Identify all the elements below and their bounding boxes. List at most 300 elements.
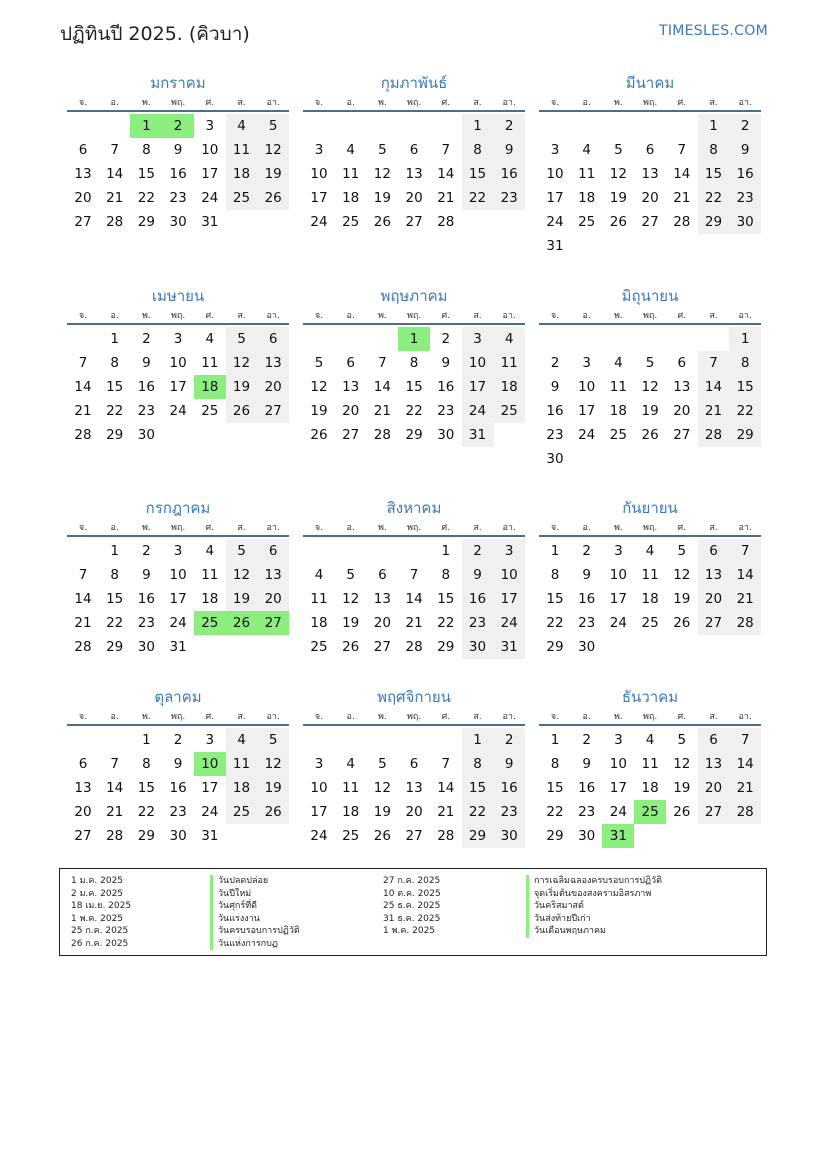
site-link[interactable]: TIMESLES.COM xyxy=(659,23,768,39)
month-name: พฤษภาคม xyxy=(380,287,448,305)
weekday-label: ส. xyxy=(709,311,718,321)
day-cell: 1 xyxy=(550,543,560,559)
day-cell: 12 xyxy=(342,591,360,607)
day-cell: 30 xyxy=(437,427,455,443)
day-cell: 12 xyxy=(226,563,258,587)
day-cell: 16 xyxy=(493,162,525,186)
legend-holiday-name: วันส่งท้ายปีเก่า xyxy=(526,913,662,926)
day-cell: 22 xyxy=(729,399,761,423)
day-cell: 2 xyxy=(729,114,761,138)
day-cell: 16 xyxy=(137,591,155,607)
day-cell: 12 xyxy=(673,567,691,583)
day-cell: 14 xyxy=(373,379,391,395)
day-cell: 1 xyxy=(698,114,730,138)
day-cell: 2 xyxy=(441,331,451,347)
weekday-label: ศ. xyxy=(677,98,687,108)
day-cell: 1 xyxy=(462,114,494,138)
weekday-label: จ. xyxy=(550,712,560,722)
holiday-day-cell: 1 xyxy=(130,114,162,138)
weekday-label: จ. xyxy=(78,712,88,722)
day-cell: 6 xyxy=(378,567,387,583)
legend-date: 31 ธ.ค. 2025 xyxy=(383,913,441,924)
day-cell: 19 xyxy=(641,403,659,419)
day-cell: 19 xyxy=(673,780,691,796)
day-cell: 23 xyxy=(169,804,187,820)
day-cell: 9 xyxy=(729,138,761,162)
day-cell: 26 xyxy=(257,800,289,824)
day-cell: 20 xyxy=(373,615,391,631)
page-title: ปฏิทินปี 2025. (คิวบา) xyxy=(60,23,250,45)
day-cell: 22 xyxy=(462,186,494,210)
day-cell: 26 xyxy=(226,399,258,423)
day-cell: 20 xyxy=(74,190,92,206)
day-cell: 20 xyxy=(698,776,730,800)
weekday-label: ส. xyxy=(237,712,246,722)
weekday-label: อา. xyxy=(266,523,280,533)
day-cell: 14 xyxy=(437,166,455,182)
day-cell: 3 xyxy=(314,756,324,772)
weekday-label: อา. xyxy=(266,712,280,722)
day-cell: 18 xyxy=(342,190,360,206)
day-cell: 11 xyxy=(342,166,360,182)
weekday-label: จ. xyxy=(78,523,88,533)
day-cell: 21 xyxy=(74,615,92,631)
month-3 xyxy=(539,70,761,258)
day-cell: 30 xyxy=(169,828,187,844)
day-cell: 15 xyxy=(106,379,124,395)
legend-holiday-name: วันปีใหม่ xyxy=(210,888,300,901)
weekday-label: พฤ. xyxy=(642,712,658,722)
weekday-label: พ. xyxy=(141,98,151,108)
weekday-label: อา. xyxy=(502,523,516,533)
weekday-label: จ. xyxy=(314,311,324,321)
day-cell: 13 xyxy=(698,752,730,776)
month-6 xyxy=(539,283,761,471)
day-cell: 31 xyxy=(546,238,564,254)
weekday-header xyxy=(303,710,525,726)
day-cell: 24 xyxy=(609,615,627,631)
day-cell: 27 xyxy=(257,399,289,423)
day-cell: 12 xyxy=(226,351,258,375)
day-cell: 21 xyxy=(405,615,423,631)
day-cell: 21 xyxy=(74,403,92,419)
day-cell: 27 xyxy=(373,639,391,655)
day-cell: 7 xyxy=(441,142,451,158)
day-cell: 5 xyxy=(378,142,387,158)
day-cell: 24 xyxy=(169,615,187,631)
weekday-label: จ. xyxy=(314,712,324,722)
legend-holiday-name: การเฉลิมฉลองครบรอบการปฏิวัติ xyxy=(526,875,662,888)
day-cell: 11 xyxy=(342,780,360,796)
weekday-label: จ. xyxy=(314,523,324,533)
day-cell: 4 xyxy=(614,355,623,371)
day-grid xyxy=(539,114,761,258)
weekday-label: อ. xyxy=(346,311,355,321)
day-cell: 17 xyxy=(546,190,564,206)
day-cell: 14 xyxy=(729,752,761,776)
day-cell: 16 xyxy=(437,379,455,395)
day-cell: 3 xyxy=(550,142,560,158)
day-cell: 26 xyxy=(257,186,289,210)
weekday-header xyxy=(67,521,289,537)
day-cell: 23 xyxy=(493,186,525,210)
weekday-label: พฤ. xyxy=(170,98,186,108)
day-cell: 6 xyxy=(78,142,88,158)
legend-dates-col-1 xyxy=(71,875,131,950)
day-cell: 14 xyxy=(106,166,124,182)
day-cell: 13 xyxy=(257,351,289,375)
day-cell: 28 xyxy=(673,214,691,230)
day-cell: 26 xyxy=(310,427,328,443)
weekday-label: ส. xyxy=(473,712,482,722)
holiday-day-cell: 26 xyxy=(226,611,258,635)
day-cell: 30 xyxy=(137,427,155,443)
day-cell: 15 xyxy=(137,166,155,182)
day-cell: 4 xyxy=(226,114,258,138)
day-cell: 2 xyxy=(173,732,183,748)
weekday-label: อา. xyxy=(738,98,752,108)
weekday-label: ส. xyxy=(709,523,718,533)
month-name: มกราคม xyxy=(150,74,206,92)
day-cell: 23 xyxy=(169,190,187,206)
day-cell: 30 xyxy=(169,214,187,230)
day-cell: 10 xyxy=(310,166,328,182)
day-cell: 19 xyxy=(257,162,289,186)
day-cell: 10 xyxy=(578,379,596,395)
weekday-header xyxy=(539,710,761,726)
day-cell: 20 xyxy=(74,804,92,820)
day-cell: 5 xyxy=(257,114,289,138)
day-cell: 24 xyxy=(201,804,219,820)
day-cell: 14 xyxy=(698,375,730,399)
day-cell: 7 xyxy=(409,567,419,583)
weekday-label: อา. xyxy=(738,523,752,533)
day-cell: 18 xyxy=(641,591,659,607)
day-grid xyxy=(67,327,289,471)
day-cell: 11 xyxy=(201,567,219,583)
month-name: พฤศจิกายน xyxy=(377,688,451,706)
day-cell: 17 xyxy=(493,587,525,611)
day-cell: 24 xyxy=(310,828,328,844)
day-cell: 24 xyxy=(493,611,525,635)
day-cell: 29 xyxy=(546,828,564,844)
day-cell: 31 xyxy=(169,639,187,655)
day-cell: 9 xyxy=(550,379,560,395)
day-cell: 13 xyxy=(405,166,423,182)
day-cell: 1 xyxy=(550,732,560,748)
weekday-label: พฤ. xyxy=(406,98,422,108)
month-name: สิงหาคม xyxy=(386,499,442,517)
day-cell: 5 xyxy=(677,543,687,559)
day-cell: 17 xyxy=(310,804,328,820)
day-cell: 25 xyxy=(226,800,258,824)
day-cell: 30 xyxy=(729,210,761,234)
day-cell: 25 xyxy=(578,214,596,230)
day-cell: 2 xyxy=(142,331,151,347)
weekday-label: อ. xyxy=(346,712,355,722)
day-cell: 10 xyxy=(169,355,187,371)
day-cell: 15 xyxy=(462,776,494,800)
day-cell: 23 xyxy=(137,403,155,419)
day-grid xyxy=(67,539,289,683)
day-cell: 2 xyxy=(493,728,525,752)
weekday-label: ส. xyxy=(473,523,482,533)
day-cell: 21 xyxy=(437,804,455,820)
day-cell: 29 xyxy=(437,639,455,655)
day-cell: 1 xyxy=(441,543,451,559)
day-cell: 10 xyxy=(609,756,627,772)
weekday-label: จ. xyxy=(78,98,88,108)
month-11 xyxy=(303,684,525,872)
day-cell: 17 xyxy=(201,780,219,796)
day-cell: 2 xyxy=(462,539,494,563)
day-cell: 8 xyxy=(550,567,560,583)
day-cell: 3 xyxy=(614,732,623,748)
day-cell: 15 xyxy=(137,780,155,796)
day-cell: 27 xyxy=(74,214,92,230)
day-cell: 3 xyxy=(462,327,494,351)
weekday-label: อ. xyxy=(582,523,591,533)
weekday-label: พ. xyxy=(141,523,151,533)
weekday-label: พฤ. xyxy=(642,98,658,108)
holiday-day-cell: 25 xyxy=(634,800,666,824)
legend-names-col-2 xyxy=(526,875,662,938)
weekday-label: พฤ. xyxy=(642,311,658,321)
day-cell: 19 xyxy=(673,591,691,607)
day-cell: 30 xyxy=(546,451,564,467)
day-cell: 31 xyxy=(201,214,219,230)
day-cell: 15 xyxy=(698,162,730,186)
day-cell: 7 xyxy=(441,756,451,772)
weekday-label: ส. xyxy=(237,98,246,108)
day-cell: 6 xyxy=(257,539,289,563)
day-cell: 5 xyxy=(226,539,258,563)
day-cell: 26 xyxy=(342,639,360,655)
legend-date: 18 เม.ย. 2025 xyxy=(71,901,132,911)
holiday-day-cell: 1 xyxy=(398,327,430,351)
day-cell: 10 xyxy=(462,351,494,375)
day-cell: 27 xyxy=(74,828,92,844)
weekday-label: ศ. xyxy=(677,712,687,722)
day-cell: 23 xyxy=(493,800,525,824)
day-cell: 18 xyxy=(609,403,627,419)
day-cell: 4 xyxy=(645,543,655,559)
month-name: กรกฎาคม xyxy=(145,499,211,517)
weekday-header xyxy=(67,96,289,112)
day-cell: 27 xyxy=(641,214,659,230)
day-cell: 5 xyxy=(257,728,289,752)
weekday-label: พ. xyxy=(377,523,387,533)
day-cell: 14 xyxy=(405,591,423,607)
day-cell: 22 xyxy=(137,804,155,820)
day-cell: 14 xyxy=(74,591,92,607)
weekday-label: อา. xyxy=(502,311,516,321)
day-cell: 23 xyxy=(729,186,761,210)
legend-names-col-1 xyxy=(210,875,300,950)
weekday-label: อา. xyxy=(502,98,516,108)
weekday-label: อ. xyxy=(346,98,355,108)
day-cell: 22 xyxy=(106,403,124,419)
day-cell: 6 xyxy=(698,539,730,563)
day-cell: 13 xyxy=(74,166,92,182)
day-cell: 20 xyxy=(641,190,659,206)
day-cell: 24 xyxy=(546,214,564,230)
day-cell: 19 xyxy=(226,375,258,399)
day-cell: 4 xyxy=(205,543,215,559)
day-cell: 21 xyxy=(673,190,691,206)
weekday-label: ส. xyxy=(473,311,482,321)
day-cell: 17 xyxy=(169,591,187,607)
day-cell: 17 xyxy=(310,190,328,206)
weekday-label: ศ. xyxy=(205,712,215,722)
day-cell: 21 xyxy=(373,403,391,419)
legend-date: 25 ก.ค. 2025 xyxy=(71,926,129,936)
legend-date: 25 ธ.ค. 2025 xyxy=(383,901,441,911)
day-cell: 11 xyxy=(310,591,328,607)
day-cell: 19 xyxy=(257,776,289,800)
day-cell: 31 xyxy=(493,635,525,659)
day-cell: 4 xyxy=(645,732,655,748)
weekday-label: ศ. xyxy=(441,311,451,321)
month-10 xyxy=(67,684,289,872)
day-cell: 23 xyxy=(137,615,155,631)
day-cell: 22 xyxy=(437,615,455,631)
day-cell: 28 xyxy=(437,828,455,844)
weekday-label: พฤ. xyxy=(170,311,186,321)
legend-date: 26 ก.ค. 2025 xyxy=(71,938,129,949)
weekday-label: ศ. xyxy=(205,311,215,321)
day-cell: 9 xyxy=(493,138,525,162)
day-cell: 26 xyxy=(673,615,691,631)
weekday-header xyxy=(303,309,525,325)
day-cell: 3 xyxy=(614,543,623,559)
day-cell: 10 xyxy=(201,142,219,158)
weekday-label: ส. xyxy=(473,98,482,108)
day-cell: 11 xyxy=(641,567,659,583)
day-cell: 1 xyxy=(729,327,761,351)
day-cell: 5 xyxy=(346,567,355,583)
day-cell: 4 xyxy=(582,142,591,158)
day-cell: 30 xyxy=(137,639,155,655)
day-cell: 13 xyxy=(673,379,691,395)
day-cell: 17 xyxy=(201,166,219,182)
month-4 xyxy=(67,283,289,471)
day-cell: 2 xyxy=(493,114,525,138)
day-cell: 13 xyxy=(74,780,92,796)
day-cell: 15 xyxy=(437,591,455,607)
day-cell: 22 xyxy=(137,190,155,206)
legend-dates-col-2 xyxy=(383,875,441,938)
day-cell: 19 xyxy=(226,587,258,611)
day-cell: 17 xyxy=(609,780,627,796)
day-cell: 12 xyxy=(373,166,391,182)
day-cell: 13 xyxy=(698,563,730,587)
legend-holiday-name: วันเดือนพฤษภาคม xyxy=(526,925,662,938)
day-cell: 29 xyxy=(698,210,730,234)
day-cell: 8 xyxy=(142,142,151,158)
day-cell: 23 xyxy=(578,804,596,820)
weekday-label: อา. xyxy=(738,311,752,321)
weekday-label: พ. xyxy=(613,712,623,722)
legend-date: 1 พ.ค. 2025 xyxy=(71,913,124,924)
day-cell: 23 xyxy=(462,611,494,635)
day-cell: 21 xyxy=(729,587,761,611)
day-cell: 24 xyxy=(609,804,627,820)
day-cell: 16 xyxy=(578,591,596,607)
weekday-label: อ. xyxy=(110,311,119,321)
legend-holiday-name: จุดเริ่มต้นของสงครามอิสรภาพ xyxy=(526,888,662,901)
day-cell: 31 xyxy=(462,423,494,447)
month-12 xyxy=(539,684,761,872)
day-grid xyxy=(303,114,525,258)
day-cell: 11 xyxy=(609,379,627,395)
day-cell: 1 xyxy=(110,543,119,559)
day-cell: 6 xyxy=(257,327,289,351)
day-cell: 10 xyxy=(310,780,328,796)
weekday-label: อ. xyxy=(582,98,591,108)
day-cell: 19 xyxy=(373,804,391,820)
day-cell: 10 xyxy=(546,166,564,182)
holiday-day-cell: 31 xyxy=(602,824,634,848)
day-cell: 27 xyxy=(673,427,691,443)
day-cell: 2 xyxy=(550,355,560,371)
day-cell: 12 xyxy=(310,379,328,395)
day-cell: 30 xyxy=(578,828,596,844)
weekday-header xyxy=(67,309,289,325)
day-cell: 7 xyxy=(110,756,119,772)
day-cell: 16 xyxy=(493,776,525,800)
day-cell: 28 xyxy=(106,828,124,844)
day-cell: 8 xyxy=(462,138,494,162)
weekday-label: พ. xyxy=(377,712,387,722)
day-cell: 28 xyxy=(74,639,92,655)
day-cell: 27 xyxy=(405,214,423,230)
day-cell: 18 xyxy=(226,162,258,186)
day-cell: 12 xyxy=(641,379,659,395)
day-cell: 7 xyxy=(110,142,119,158)
day-cell: 29 xyxy=(106,639,124,655)
day-cell: 14 xyxy=(437,780,455,796)
weekday-label: อ. xyxy=(110,98,119,108)
weekday-label: จ. xyxy=(550,523,560,533)
day-cell: 6 xyxy=(78,756,88,772)
day-cell: 16 xyxy=(462,587,494,611)
weekday-label: อ. xyxy=(110,712,119,722)
weekday-label: พฤ. xyxy=(406,311,422,321)
day-cell: 16 xyxy=(137,379,155,395)
day-cell: 18 xyxy=(201,591,219,607)
day-cell: 29 xyxy=(546,639,564,655)
weekday-label: อา. xyxy=(266,98,280,108)
day-cell: 4 xyxy=(346,756,355,772)
weekday-label: พ. xyxy=(613,523,623,533)
day-cell: 21 xyxy=(106,804,124,820)
day-cell: 25 xyxy=(310,639,328,655)
day-cell: 23 xyxy=(437,403,455,419)
day-cell: 27 xyxy=(698,800,730,824)
day-cell: 22 xyxy=(698,186,730,210)
holiday-day-cell: 2 xyxy=(162,114,194,138)
month-name: เมษายน xyxy=(151,287,205,305)
day-cell: 8 xyxy=(110,567,119,583)
day-cell: 24 xyxy=(310,214,328,230)
weekday-label: พ. xyxy=(613,311,623,321)
day-grid xyxy=(539,539,761,683)
month-9 xyxy=(539,495,761,683)
weekday-label: ศ. xyxy=(441,523,451,533)
day-cell: 9 xyxy=(142,567,151,583)
day-cell: 9 xyxy=(462,563,494,587)
